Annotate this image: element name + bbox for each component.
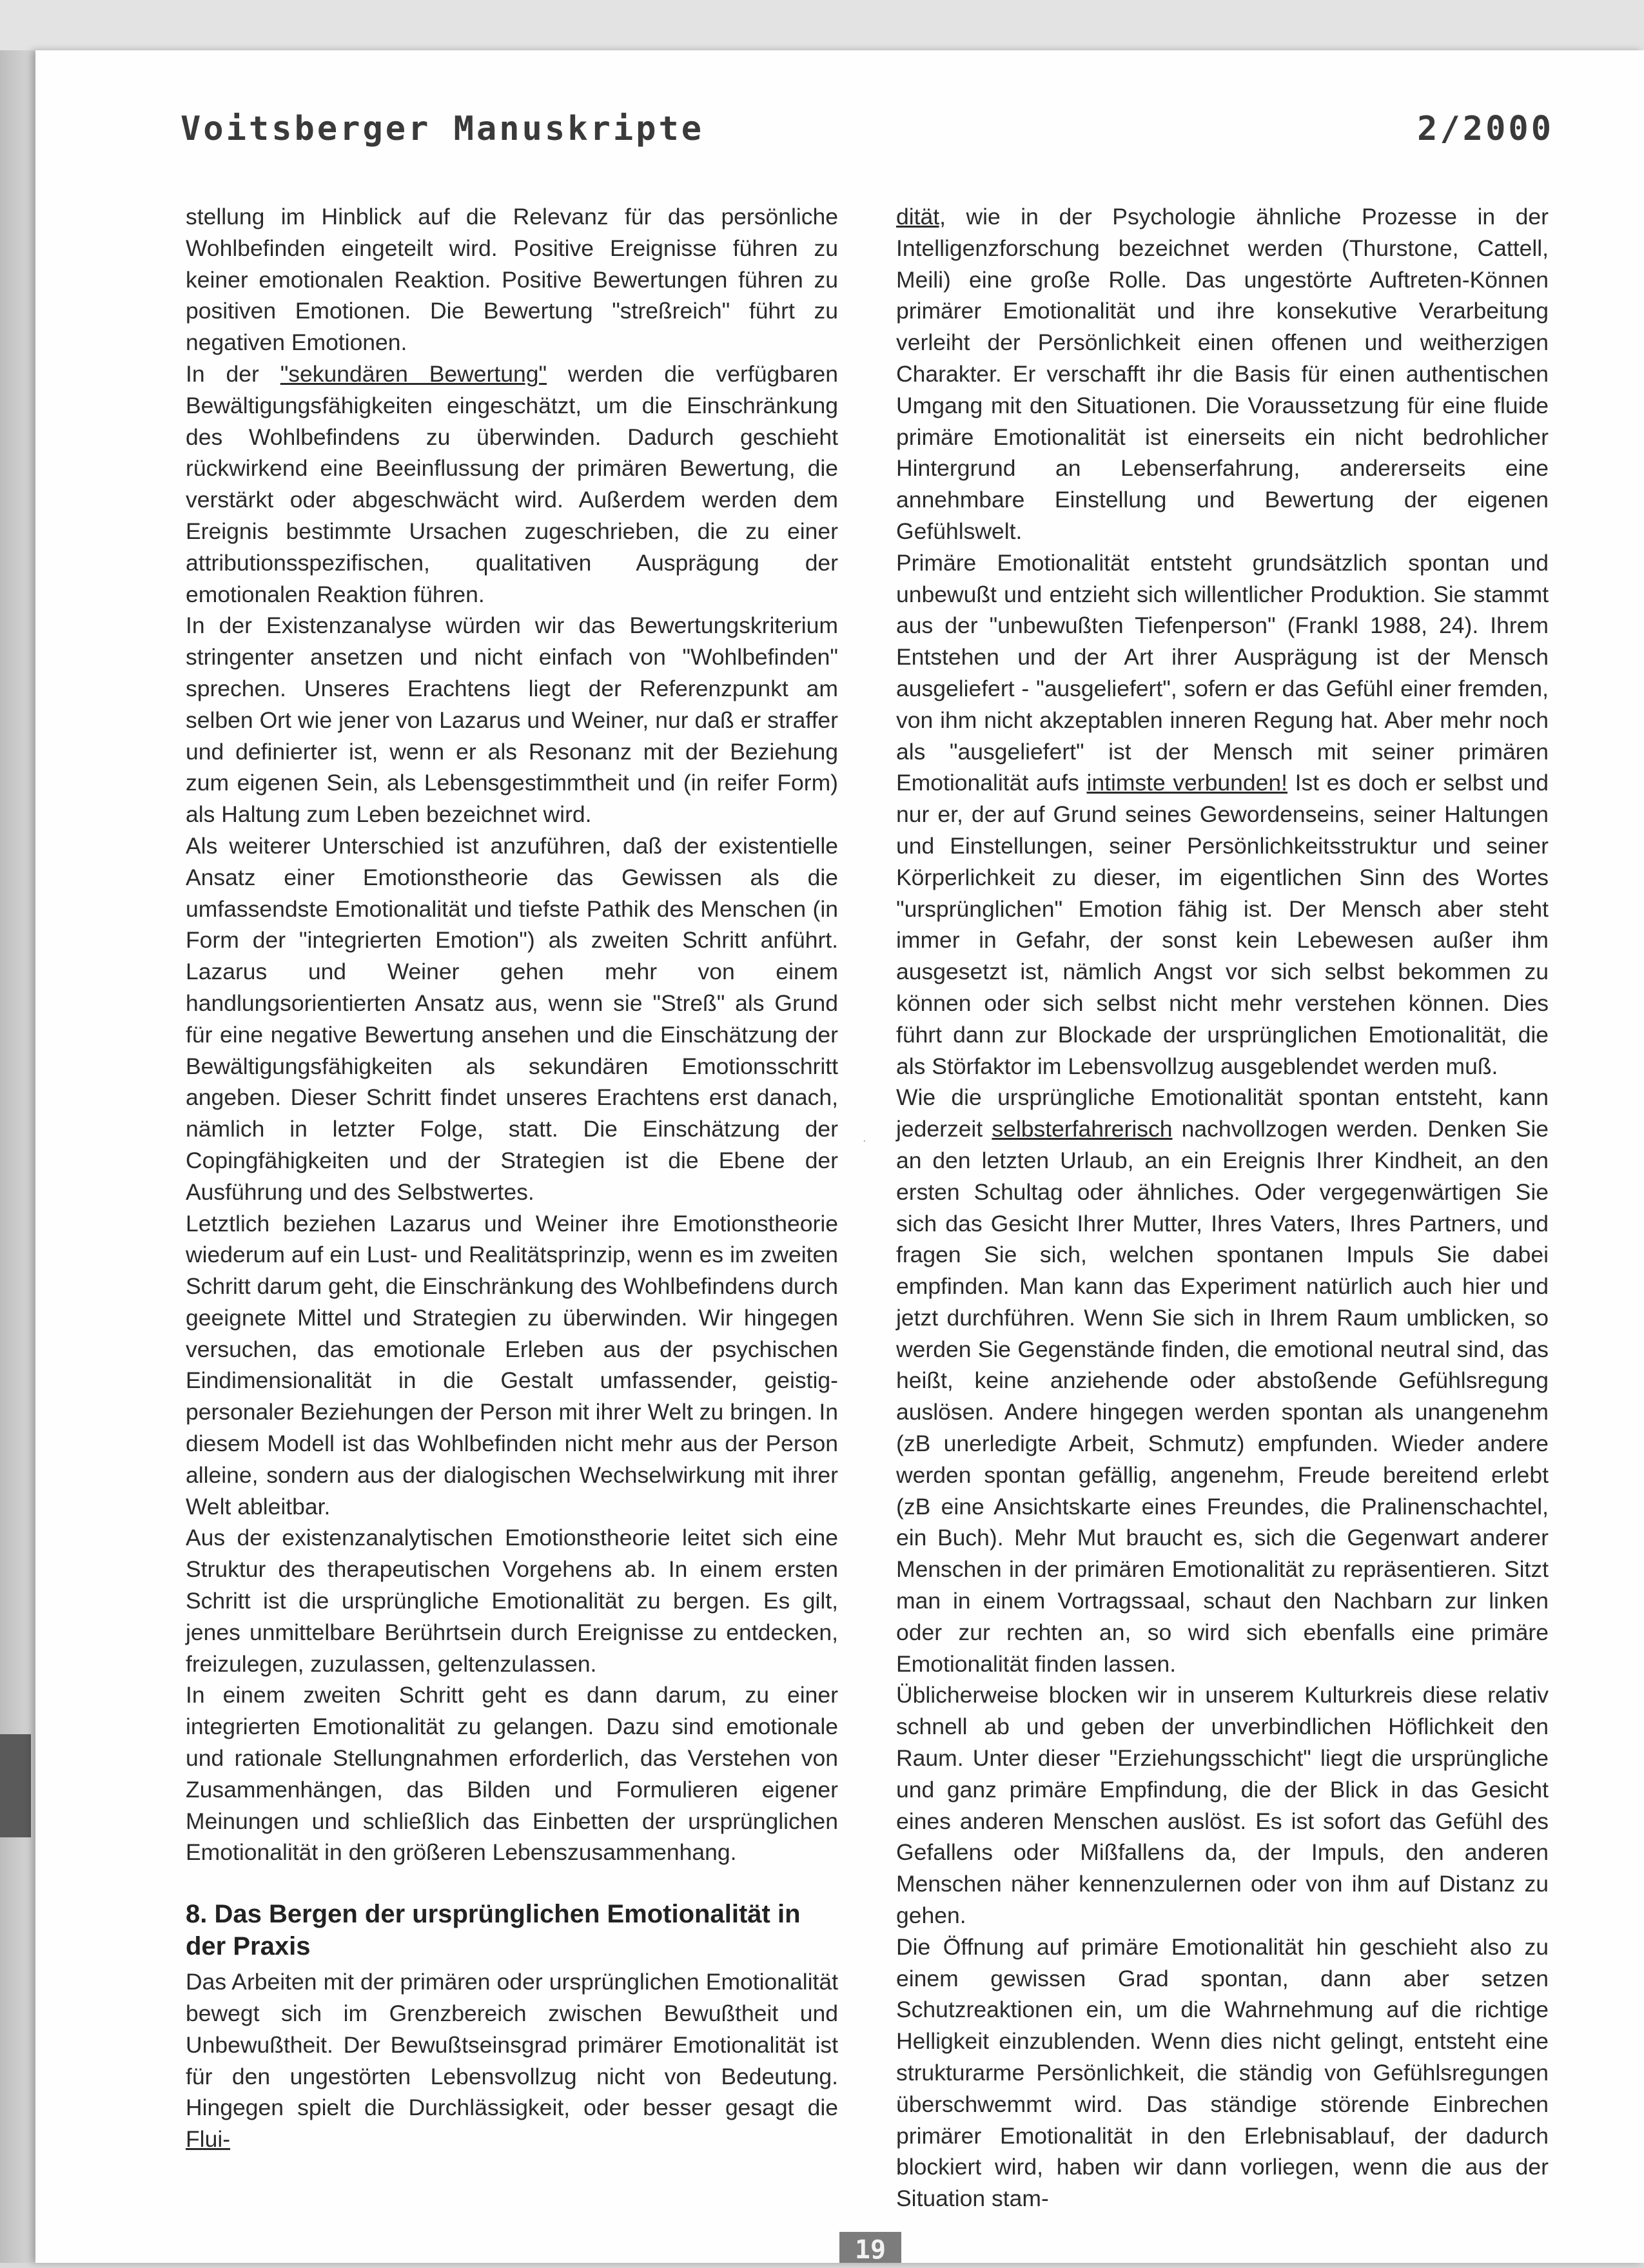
paragraph: Als weiterer Unterschied ist anzuführen, daß der existentielle Ansatz einer Emotionstheorie das Gewissen als die umfassendste Emotionalität und tiefste Pathik des Menschen (in Form der "integrierten Emotion") als zweiten Schritt anführt. Lazarus und Weiner gehen mehr von einem handlungsorientierten Ansatz aus, wenn sie "Streß" als Grund für eine negative Bewertung ansehen und die Einschätzung der Bewältigungsfähigkeiten als sekundären Emotionsschritt angeben. Dieser Schritt findet unseres Erachtens erst danach, nämlich in letzter Folge, statt. Die Einschätzung der Copingfähigkeiten und der Strategien ist die Ebene der Ausführung und des Selbstwertes.: [186, 832, 838, 1205]
paragraph: Primäre Emotionalität entsteht grundsätzlich spontan und unbewußt und entzieht sich willentlicher Produktion. Sie stammt aus der "unbewußten Tiefenperson" (Frankl 1988, 24). Ihrem Entstehen und der Art ihrer Ausprägung ist der Mensch ausgeliefert - "ausgeliefert", sofern er das Gefühl einer fremden, von ihm nicht akzeptablen inneren Regung hat. Aber mehr noch als "ausgeliefert" ist der Mensch mit seiner primären Emotionalität aufs intimste verbunden! Ist es doch er selbst und nur er, der auf Grund seines Gewordenseins, seiner Haltungen und Einstellungen, seiner Persönlichkeitsstruktur und seiner Körperlichkeit zu dieser, im eigentlichen Sinn des Wortes "ursprünglichen" Emotion fähig ist. Der Mensch aber steht immer in Gefahr, der sonst kein Lebewesen außer ihm ausgesetzt ist, nämlich Angst vor sich selbst bekommen zu können oder sich selbst nicht mehr verstehen können. Dies führt dann zur Blockade der ursprünglichen Emotionalität, die als Störfaktor im Lebensvollzug ausgeblendet werden muß.: [896, 549, 1549, 1079]
scan-dark-tab: [0, 1734, 31, 1837]
right-column: [896, 201, 1549, 2214]
paragraph: dität, wie in der Psychologie ähnliche Prozesse in der Intelligenzforschung bezeichnet werden (Thurstone, Cattell, Meili) eine große Rolle. Das ungestörte Auftreten-Können primärer Emotionalität und ihre konsekutive Verarbeitung verleiht der Persönlichkeit einen offenen und weitherzigen Charakter. Er verschafft ihr die Basis für einen authentischen Umgang mit den Situationen. Die Voraussetzung für eine fluide primäre Emotionalität ist einerseits ein nicht bedrohlicher Hintergrund an Lebenserfahrung, andererseits eine annehmbare Einstellung und Bewertung der eigenen Gefühlswelt.: [896, 204, 1549, 544]
underlined-term: selbsterfahrerisch: [992, 1116, 1173, 1142]
page-header: [181, 110, 1554, 155]
paragraph: Aus der existenzanalytischen Emotionstheorie leitet sich eine Struktur des therapeutischen Vorgehens ab. In einem ersten Schritt ist die ursprüngliche Emotionalität zu bergen. Es gilt, jenes unmittelbare Berührtsein durch Ereignisse zu entdecken, freizulegen, zuzulassen, geltenzulassen.: [186, 1525, 838, 1677]
paragraph: In der "sekundären Bewertung" werden die verfügbaren Bewältigungsfähigkeiten eingeschätzt, um die Einschränkung des Wohlbefindens zu überwinden. Dadurch geschieht rückwirkend eine Beeinflussung der primären Bewertung, die verstärkt oder abgeschwächt wird. Außerdem werden dem Ereignis bestimmte Ursachen zugeschrieben, die zu einer attributionsspezifischen, qualitativen Ausprägung der emotionalen Reaktion führen.: [186, 360, 838, 607]
scan-edge-shadow: [0, 50, 35, 2263]
journal-title: Voitsberger Manuskripte: [181, 110, 705, 148]
issue-number: 2/2000: [1417, 110, 1554, 148]
scan-speck: ·: [863, 1135, 866, 1148]
paragraph: Üblicherweise blocken wir in unserem Kulturkreis diese relativ schnell ab und geben der unverbindlichen Höflichkeit den Raum. Unter dieser "Erziehungsschicht" liegt die ursprüngliche und ganz primäre Empfindung, die der Blick in das Gesicht eines anderen Menschen auslöst. Es ist sofort das Gefühl des Gefallens oder Mißfallens da, der Impuls, den anderen Menschen näher kennenzulernen oder von ihm auf Distanz zu gehen.: [896, 1682, 1549, 1929]
section-heading: 8. Das Bergen der ursprünglichen Emotionalität in der Praxis: [186, 1900, 801, 1961]
paragraph: In einem zweiten Schritt geht es dann darum, zu einer integrierten Emotionalität zu gelangen. Dazu sind emotionale und rationale Stellungnahmen erforderlich, das Verstehen von Zusammenhängen, das Bilden und Formulieren eigener Meinungen und schließlich das Einbetten der ursprünglichen Emotionalität in den größeren Lebenszusammenhang.: [186, 1682, 838, 1866]
scan-background-top: [0, 0, 1644, 52]
paragraph: In der Existenzanalyse würden wir das Bewertungskriterium stringenter ansetzen und nicht einfach von "Wohlbefinden" sprechen. Unseres Erachtens liegt der Referenzpunkt am selben Ort wie jener von Lazarus und Weiner, nur daß er straffer und definierter ist, wenn er als Resonanz mit der Beziehung zum eigenen Sein, als Lebensgestimmtheit und (in reifer Form) als Haltung zum Leben bezeichnet wird.: [186, 612, 838, 828]
underlined-term: "sekundären Bewertung": [280, 360, 547, 387]
left-column: [186, 201, 838, 2155]
underlined-term: intimste verbunden!: [1086, 770, 1288, 796]
underlined-term: Flui-: [186, 2126, 231, 2153]
paragraph: Das Arbeiten mit der primären oder ursprünglichen Emotionalität bewegt sich im Grenzbereich zwischen Bewußtheit und Unbewußtheit. Der Bewußtseinsgrad primärer Emotionalität ist für den ungestörten Lebensvollzug nicht von Bedeutung. Hingegen spielt die Durchlässigkeit, oder besser gesagt die Flui-: [186, 1969, 838, 2153]
page-number: 19: [839, 2232, 901, 2263]
paragraph: Letztlich beziehen Lazarus und Weiner ihre Emotionstheorie wiederum auf ein Lust- und Realitätsprinzip, wenn es im zweiten Schritt darum geht, die Einschränkung des Wohlbefindens durch geeignete Mittel und Strategien zu überwinden. Wir hingegen versuchen, das emotionale Erleben aus der psychischen Eindimensionalität in die Gestalt umfassender, geistig-personaler Beziehungen der Person mit ihrer Welt zu bringen. In diesem Modell ist das Wohlbefinden nicht mehr aus der Person alleine, sondern aus der dialogischen Wechselwirkung mit ihrer Welt ableitbar.: [186, 1210, 838, 1520]
underlined-term: dität,: [896, 204, 946, 230]
paragraph: Die Öffnung auf primäre Emotionalität hin geschieht also zu einem gewissen Grad spontan, dann aber setzen Schutzreaktionen ein, um die Wahrnehmung auf die richtige Helligkeit einzublenden. Wenn dies nicht gelingt, entsteht eine strukturarme Persönlichkeit, die ständig von Gefühlsregungen überschwemmt wird. Das ständige störende Einbrechen primärer Emotionalität in den Erlebnisablauf, der dadurch blockiert wird, haben wir dann vorliegen, wenn die aus der Situation stam-: [896, 1933, 1549, 2212]
paragraph: Wie die ursprüngliche Emotionalität spontan entsteht, kann jederzeit selbsterfahrerisch nachvollzogen werden. Denken Sie an den letzten Urlaub, an ein Ereignis Ihrer Kindheit, an den ersten Schultag oder ähnliches. Oder vergegenwärtigen Sie sich das Gesicht Ihrer Mutter, Ihres Vaters, Ihres Partners, und fragen Sie sich, welchen spontanen Impuls Sie dabei empfinden. Man kann das Experiment natürlich auch hier und jetzt durchführen. Wenn Sie sich in Ihrem Raum umblicken, so werden Sie Gegenstände finden, die emotional neutral sind, das heißt, keine anziehende oder abstoßende Gefühlsregung auslösen. Andere hingegen werden spontan als unangenehm (zB unerledigte Arbeit, Schmutz) empfunden. Wieder andere werden spontan gefällig, angenehm, Freude bereitend erlebt (zB eine Ansichtskarte eines Freundes, die Pralinenschachtel, ein Buch). Mehr Mut braucht es, sich die Gegenwart anderer Menschen in der primären Emotionalität zu repräsentieren. Sitzt man in einem Vortragssaal, schaut den Nachbarn zur linken oder zur rechten an, so wird sich ebenfalls eine primäre Emotionalität finden lassen.: [896, 1084, 1549, 1677]
paragraph: stellung im Hinblick auf die Relevanz für das persönliche Wohlbefinden eingeteilt wird. Positive Ereignisse führen zu keiner emotionalen Reaktion. Positive Bewertungen führen zu positiven Emotionen. Die Bewertung "streßreich" führt zu negativen Emotionen.: [186, 204, 838, 356]
